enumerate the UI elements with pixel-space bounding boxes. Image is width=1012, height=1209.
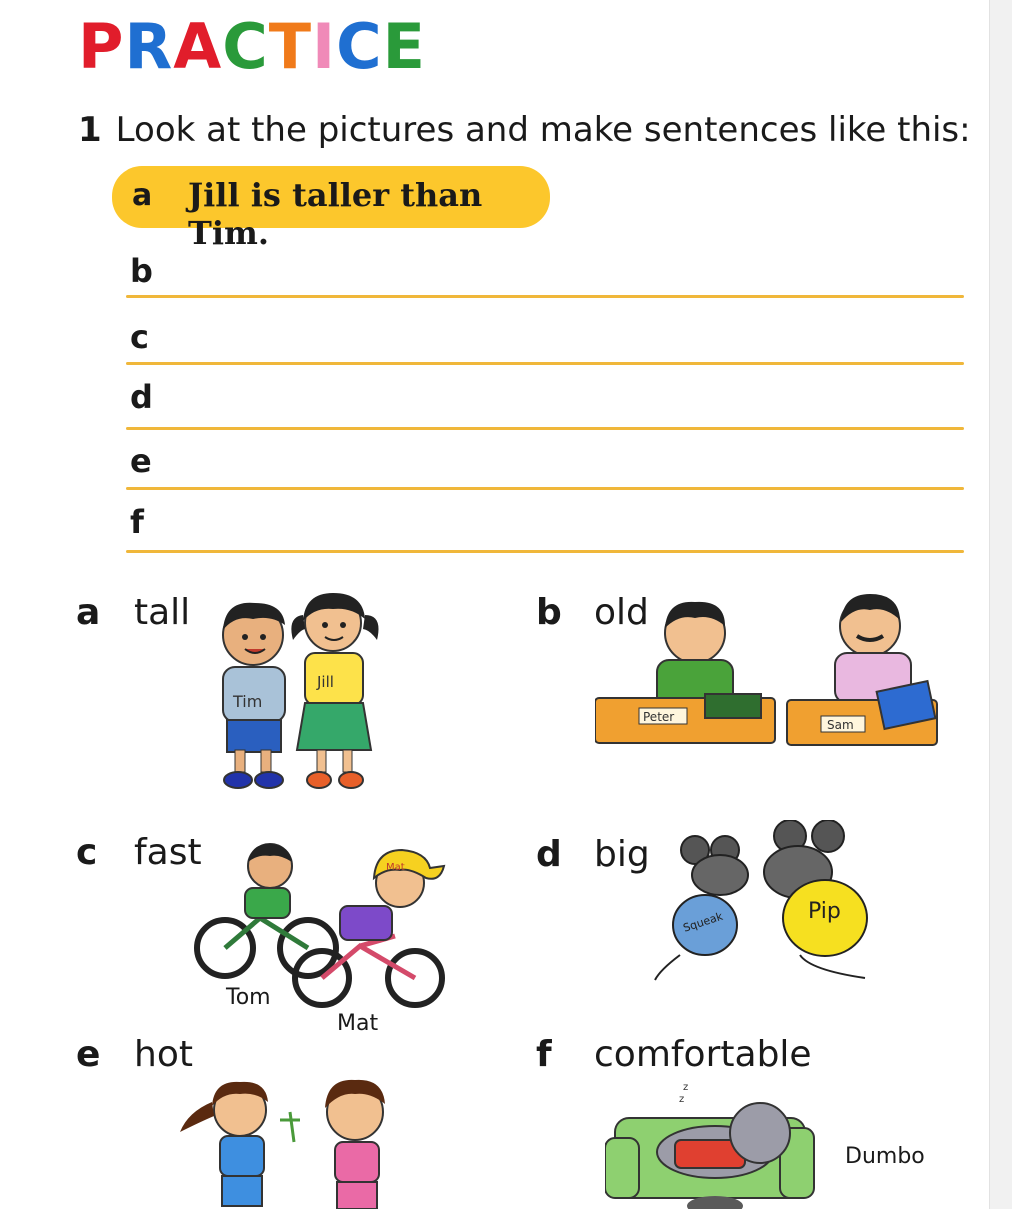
sam-sign-text: Sam <box>827 718 854 732</box>
title-letter: C <box>336 10 383 83</box>
squeak-and-pip-mice-illustration <box>650 820 890 990</box>
answer-line-d[interactable] <box>126 427 964 430</box>
title-letter: R <box>124 10 174 83</box>
svg-text:z: z <box>679 1094 685 1105</box>
answer-line-c[interactable] <box>126 362 964 365</box>
title-letter: C <box>222 10 269 83</box>
example-letter: a <box>132 178 153 213</box>
exercise-number: 1 <box>78 110 102 150</box>
answer-letter-d: d <box>130 378 153 416</box>
page-edge <box>989 0 1012 1209</box>
title-letter: E <box>382 10 426 83</box>
picture-label-c: c fast <box>76 832 202 873</box>
title-letter: P <box>78 10 125 83</box>
answer-letter-b: b <box>130 252 153 290</box>
page-title <box>78 10 426 83</box>
tom-and-mat-bikes-illustration <box>190 838 455 1008</box>
title-letter: T <box>268 10 312 83</box>
example-sentence: Jill is taller than Tim. <box>188 176 483 252</box>
title-letter: A <box>173 10 223 83</box>
answer-line-f[interactable] <box>126 550 964 553</box>
answer-letter-c: c <box>130 318 149 356</box>
hot-girls-illustration <box>170 1072 410 1209</box>
picture-label-b: b old <box>536 592 649 633</box>
dumbo-on-sofa-illustration <box>605 1078 825 1209</box>
answer-line-b[interactable] <box>126 295 964 298</box>
pip-shirt-text: Pip <box>808 899 841 924</box>
picture-label-f: f comfortable <box>536 1034 812 1075</box>
jill-shirt-text: Jill <box>317 673 334 691</box>
tim-and-jill-illustration <box>205 585 395 800</box>
instruction-text: Look at the pictures and make sentences like this: <box>115 110 971 150</box>
tim-shirt-text: Tim <box>233 692 263 711</box>
tom-caption: Tom <box>226 985 271 1010</box>
peter-and-sam-illustration <box>595 588 940 763</box>
exercise-instruction <box>78 110 971 150</box>
squeak-shirt-text: Squeak <box>681 909 725 935</box>
picture-label-e: e hot <box>76 1034 193 1075</box>
picture-label-a: a tall <box>76 592 191 633</box>
answer-letter-e: e <box>130 442 152 480</box>
example-sentence-box <box>112 166 550 252</box>
answer-line-e[interactable] <box>126 487 964 490</box>
mat-caption: Mat <box>337 1011 379 1036</box>
mat-cap-text: Mat <box>386 862 405 873</box>
picture-label-d: d big <box>536 834 650 875</box>
peter-sign-text: Peter <box>643 710 675 724</box>
dumbo-caption: Dumbo <box>845 1144 925 1169</box>
svg-text:z: z <box>683 1082 689 1093</box>
title-letter: I <box>312 10 337 83</box>
answer-letter-f: f <box>130 503 144 541</box>
